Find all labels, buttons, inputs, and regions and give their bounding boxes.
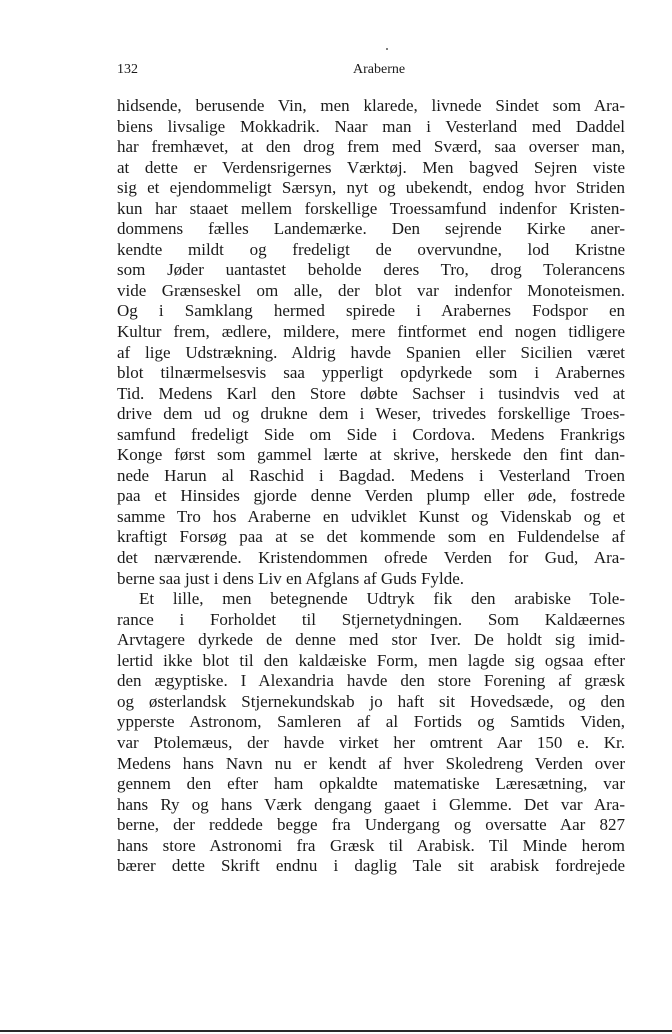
body-text (117, 96, 625, 877)
text-line: biens livsalige Mokkadrik. Naar man i Vesterland med Daddel (117, 116, 625, 136)
text-line: og østerlandsk Stjernekundskab jo haft sit Hovedsæde, og den (117, 691, 625, 711)
scan-edge-line (0, 1030, 672, 1032)
paragraph-start-line: Et lille, men betegnende Udtryk fik den arabiske Tole- (139, 589, 625, 609)
text-line: den ægyptiske. I Alexandria havde den store Forening af græsk (117, 671, 625, 691)
text-line: at dette er Verdensrigernes Værktøj. Men bagved Sejren viste (117, 157, 625, 177)
text-line: hidsende, berusende Vin, men klarede, livnede Sindet som Ara- (117, 96, 625, 115)
text-line: rance i Forholdet til Stjernetydningen. Som Kaldæernes (117, 609, 625, 629)
text-line: ypperste Astronom, Samleren af al Fortids og Samtids Viden, (117, 712, 625, 732)
text-line: Tid. Medens Karl den Store døbte Sachser i tusindvis ved at (117, 383, 625, 403)
text-line: bærer dette Skrift endnu i daglig Tale sit arabisk fordrejede (117, 856, 625, 876)
running-head: Araberne (353, 62, 406, 77)
text-line: Arvtagere dyrkede de denne med stor Iver. De holdt sig imid- (117, 630, 625, 650)
text-line: Kultur frem, ædlere, mildere, mere fintformet end nogen tidligere (117, 322, 625, 342)
text-line: Konge først som gammel lærte at skrive, herskede den fint dan- (117, 445, 625, 465)
page-header (117, 62, 625, 84)
text-line: lertid ikke blot til den kaldæiske Form, men lagde sig ogsaa efter (117, 650, 625, 670)
text-line: Og i Samklang hermed spirede i Arabernes Fodspor en (117, 301, 625, 321)
text-line: kraftigt Forsøg paa at se det kommende som en Fuldendelse af (117, 527, 625, 547)
text-line: kendte mildt og fredeligt de overvundne, lod Kristne (117, 239, 625, 259)
text-line: sig et ejendommeligt Særsyn, nyt og ubekendt, endog hvor Striden (117, 178, 625, 198)
text-line: af lige Udstrækning. Aldrig havde Spanien eller Sicilien været (117, 342, 625, 362)
text-line: gennem den efter ham opkaldte matematiske Læresætning, var (117, 774, 625, 794)
text-line: nede Harun al Raschid i Bagdad. Medens i Vesterland Troen (117, 465, 625, 485)
text-line: hans Ry og hans Værk dengang gaaet i Glemme. Det var Ara- (117, 794, 625, 814)
text-line: samfund fredeligt Side om Side i Cordova. Medens Frankrigs (117, 424, 625, 444)
text-line: Medens hans Navn nu er kendt af hver Skoledreng Verden over (117, 753, 625, 773)
text-line: har fremhævet, at den drog frem med Sværd, saa overser man, (117, 137, 625, 157)
page-number: 132 (117, 62, 138, 77)
text-line: berne, der reddede begge fra Undergang og oversatte Aar 827 (117, 815, 625, 835)
text-line: paa et Hinsides gjorde denne Verden plump eller øde, fostrede (117, 486, 625, 506)
text-line: dommens fælles Landemærke. Den sejrende Kirke aner- (117, 219, 625, 239)
text-line: drive dem ud og drukne dem i Weser, trivedes forskellige Troes- (117, 404, 625, 424)
text-line: kun har staaet mellem forskellige Troessamfund indenfor Kristen- (117, 198, 625, 218)
text-line: vide Grænseskel om alle, der blot var indenfor Monoteismen. (117, 280, 625, 300)
text-line: hans store Astronomi fra Græsk til Arabisk. Til Minde herom (117, 835, 625, 855)
text-line: samme Tro hos Araberne en udviklet Kunst og Videnskab og et (117, 506, 625, 526)
text-line: det nærværende. Kristendommen ofrede Verden for Gud, Ara- (117, 548, 625, 568)
print-speck (386, 48, 388, 50)
text-line: som Jøder uantastet beholde deres Tro, drog Tolerancens (117, 260, 625, 280)
paragraph-end-line: berne saa just i dens Liv en Afglans af Guds Fylde. (117, 568, 465, 588)
text-line: var Ptolemæus, der havde virket her omtrent Aar 150 e. Kr. (117, 732, 625, 752)
text-line: blot tilnærmelsesvis saa ypperligt opdyrkede som i Arabernes (117, 363, 625, 383)
